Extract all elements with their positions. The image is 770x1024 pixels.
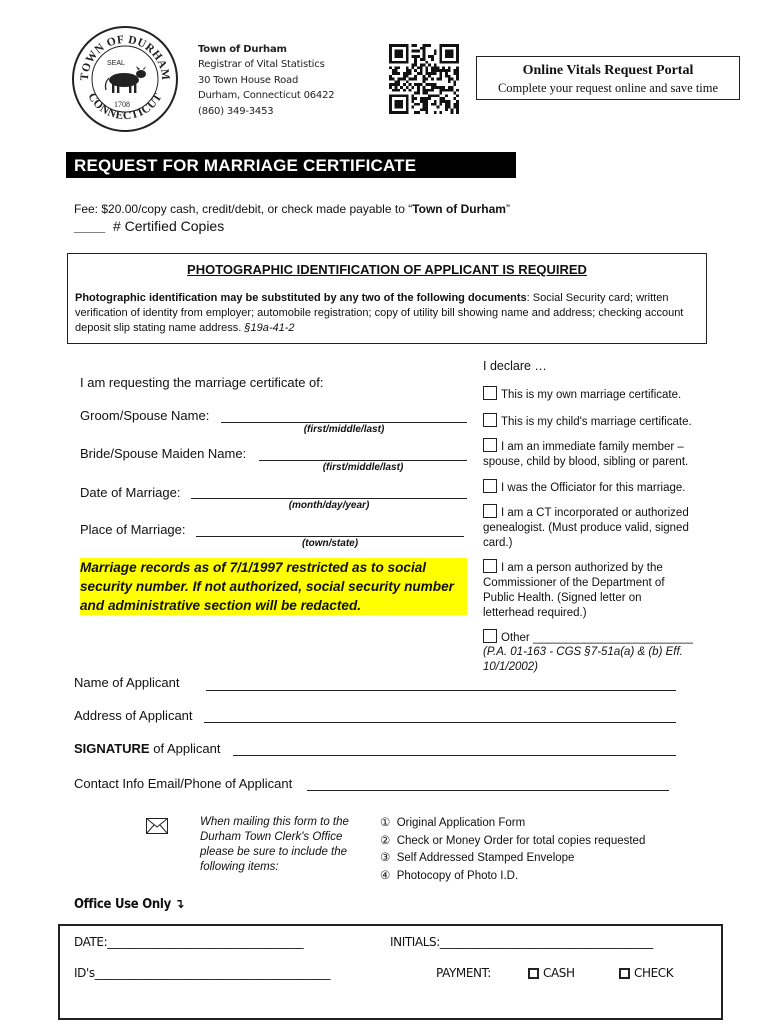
office-ids-label: ID's [74, 966, 95, 980]
applicant-signature-label [74, 741, 220, 756]
office-ids-field[interactable]: __________________________________________ [94, 966, 330, 980]
phone-line: (860) 349-3453 [198, 105, 274, 117]
check-label: CHECK [634, 966, 674, 980]
portal-subtitle: Complete your request online and save time [497, 81, 719, 95]
checkbox-child[interactable] [483, 413, 497, 427]
qr-code-icon[interactable] [389, 44, 459, 114]
groom-name-hint: (first/middle/last) [303, 424, 385, 435]
applicant-contact-label: Contact Info Email/Phone of Applicant [74, 776, 293, 791]
applicant-address-field[interactable] [204, 722, 676, 723]
item-number: ① [380, 817, 391, 829]
office-initials-row [390, 935, 653, 949]
mailing-item [380, 850, 700, 868]
item-text: Photocopy of Photo I.D. [396, 869, 519, 882]
option-officiator-text: I was the Officiator for this marriage. [501, 482, 686, 494]
bride-name-hint: (first/middle/last) [322, 462, 404, 473]
option-genealogist-text: I am a CT incorporated or authorized genealogist. (Must produce valid, signed card.) [483, 507, 689, 549]
other-statute-note: (P.A. 01-163 - CGS §7-51a(a) & (b) Eff. 10/1/2002) [483, 646, 683, 673]
mailing-item [380, 833, 700, 851]
mailing-instruction: When mailing this form to the Durham Town Clerk's Office please be sure to include the following items: [200, 816, 349, 873]
id-body-text: : Social Security card; written verification of identity from employer; automobile registration; copy of utility bill showing name and address; checking account deposit slip stating name address. [75, 292, 684, 334]
cash-label: CASH [543, 966, 575, 980]
office-initials-field[interactable]: ______________________________________ [439, 935, 653, 949]
declare-option-commissioner [483, 559, 693, 621]
town-name: Town of Durham [198, 44, 287, 55]
mailing-checklist [380, 815, 700, 885]
option-commissioner-text: I am a person authorized by the Commissioner of the Department of Public Health. (Signed letter on letterhead required.) [483, 562, 665, 619]
town-address-block [198, 42, 334, 119]
applicant-name-field[interactable] [206, 690, 676, 691]
declare-option-other [483, 629, 723, 646]
copies-blank[interactable]: ____ [74, 218, 106, 234]
seal-top-text: TOWN OF DURHAM [78, 33, 172, 82]
groom-name-field[interactable] [221, 422, 467, 423]
groom-name-label: Groom/Spouse Name: [80, 408, 210, 423]
registrar-line: Registrar of Vital Statistics [198, 59, 325, 71]
checkbox-commissioner[interactable] [483, 559, 497, 573]
declare-option-genealogist [483, 504, 715, 551]
marriage-date-field[interactable] [191, 498, 467, 499]
copies-label: # Certified Copies [112, 218, 225, 234]
checkbox-check[interactable] [619, 968, 630, 979]
city-line: Durham, Connecticut 06422 [198, 90, 335, 102]
office-payment-label: PAYMENT: [436, 966, 491, 980]
id-requirement-box [67, 253, 707, 344]
request-intro: I am requesting the marriage certificate of: [80, 375, 324, 390]
office-use-box [58, 924, 723, 1020]
option-other-field[interactable]: _________________________ [532, 632, 693, 644]
office-date-row [74, 935, 303, 949]
id-heading: PHOTOGRAPHIC IDENTIFICATION OF APPLICANT IS REQUIRED [187, 262, 587, 277]
fee-text: Fee: $20.00/copy cash, credit/debit, or check made payable to “ [74, 202, 413, 216]
marriage-date-hint: (month/day/year) [288, 500, 370, 511]
seal-graphic [74, 28, 176, 130]
signature-rest: of Applicant [149, 741, 221, 756]
portal-title: Online Vitals Request Portal [522, 63, 694, 78]
declare-option-own [483, 386, 713, 403]
option-other-label: Other [501, 632, 530, 644]
cow-icon [105, 66, 146, 93]
office-date-label: DATE: [74, 935, 108, 949]
declare-heading: I declare … [483, 359, 547, 373]
signature-bold: SIGNATURE [74, 741, 150, 756]
office-cash-option [528, 966, 575, 980]
checkbox-cash[interactable] [528, 968, 539, 979]
office-use-label: Office Use Only ↴ [74, 897, 185, 912]
mailing-item [380, 815, 700, 833]
item-text: Check or Money Order for total copies requested [396, 834, 646, 847]
applicant-address-label: Address of Applicant [74, 708, 193, 723]
checkbox-officiator[interactable] [483, 479, 497, 493]
fee-end: ” [505, 202, 510, 216]
marriage-place-field[interactable] [196, 536, 464, 537]
copies-line [74, 218, 224, 234]
declare-option-child [483, 413, 713, 430]
office-ids-row [74, 966, 330, 980]
item-text: Self Addressed Stamped Envelope [396, 852, 575, 864]
office-check-option [619, 966, 673, 980]
redaction-notice: Marriage records as of 7/1/1997 restricted as to social security number. If not authorized, social security number and administrative section will be redacted. [80, 558, 467, 615]
office-initials-label: INITIALS: [390, 935, 440, 949]
town-seal [72, 26, 178, 132]
street-line: 30 Town House Road [198, 74, 299, 86]
fee-line [74, 202, 510, 216]
checkbox-own[interactable] [483, 386, 497, 400]
applicant-signature-field[interactable] [233, 755, 676, 756]
id-statute: §19a-41-2 [244, 322, 295, 334]
marriage-place-hint: (town/state) [301, 538, 359, 549]
online-portal-box[interactable] [476, 56, 740, 100]
applicant-name-label: Name of Applicant [74, 675, 180, 690]
option-child-text: This is my child's marriage certificate. [501, 416, 692, 428]
form-title: REQUEST FOR MARRIAGE CERTIFICATE [66, 152, 516, 178]
bride-name-label: Bride/Spouse Maiden Name: [80, 446, 247, 461]
item-number: ② [380, 834, 391, 847]
bride-name-field[interactable] [259, 460, 467, 461]
item-text: Original Application Form [396, 817, 526, 829]
checkbox-other[interactable] [483, 629, 497, 643]
fee-payee: Town of Durham [412, 202, 506, 216]
option-family-text: I am an immediate family member – spouse, child by blood, sibling or parent. [483, 441, 689, 468]
declare-option-officiator [483, 479, 715, 496]
item-number: ③ [380, 852, 391, 864]
mailing-item [380, 868, 700, 886]
marriage-date-label: Date of Marriage: [80, 485, 181, 500]
id-bold-lead: Photographic identification may be substituted by any two of the following documents [75, 292, 527, 304]
office-date-field[interactable]: ___________________________________ [107, 935, 304, 949]
seal-year: 1708 [114, 100, 130, 109]
item-number: ④ [380, 869, 391, 882]
seal-label: SEAL [107, 60, 125, 67]
declare-option-family [483, 438, 715, 470]
applicant-contact-field[interactable] [307, 790, 669, 791]
checkbox-genealogist[interactable] [483, 504, 497, 518]
option-own-text: This is my own marriage certificate. [501, 389, 682, 401]
seal-bottom-text: CONNECTICUT [85, 91, 165, 123]
marriage-place-label: Place of Marriage: [80, 522, 186, 537]
id-body [75, 291, 701, 336]
envelope-icon [146, 818, 168, 834]
checkbox-family[interactable] [483, 438, 497, 452]
